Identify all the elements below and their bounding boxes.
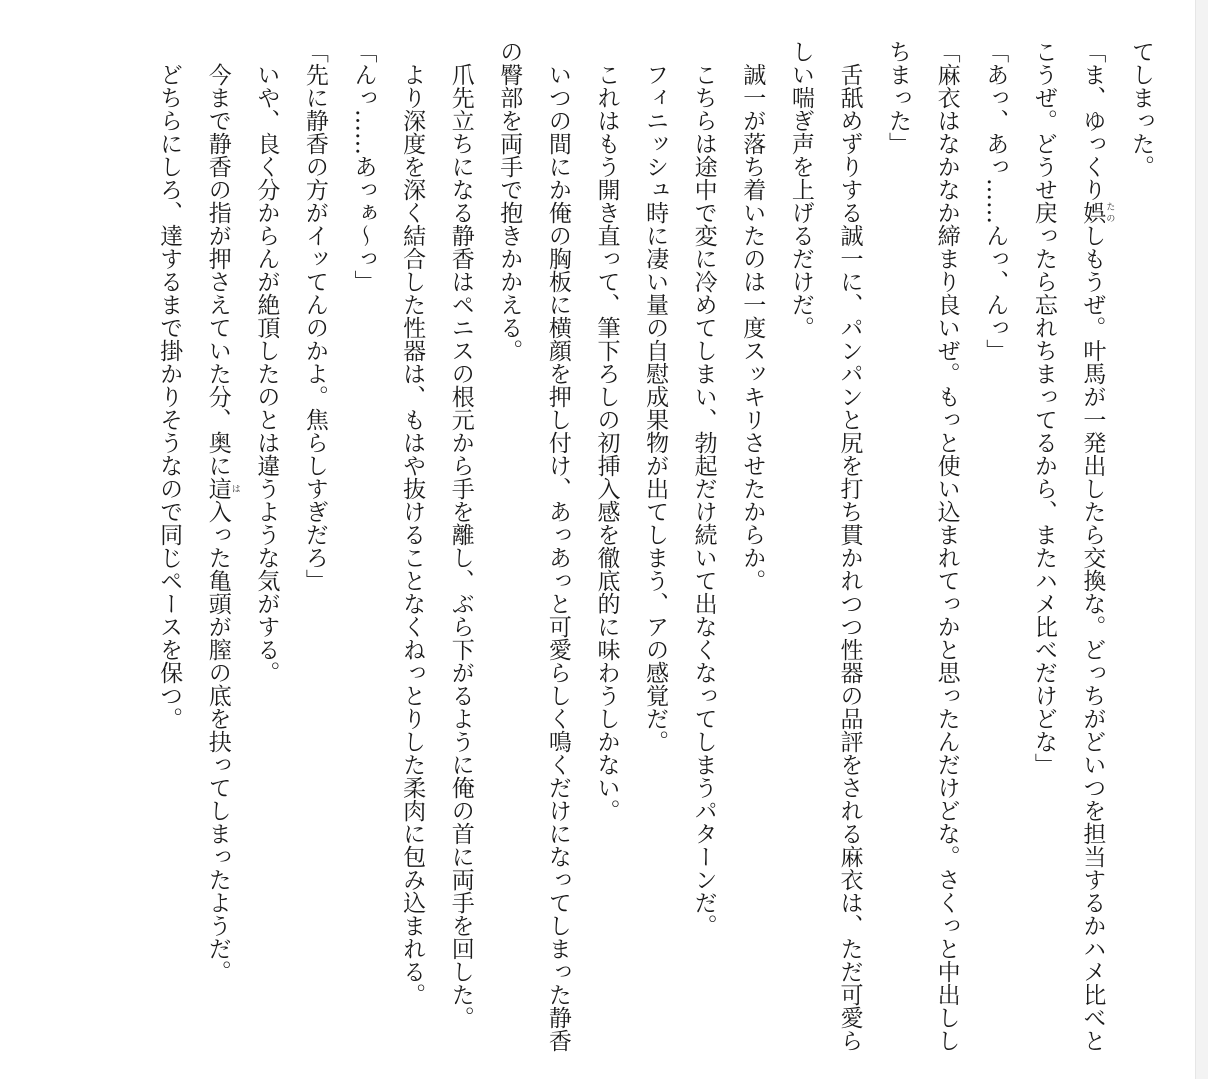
page-edge-scrollbar[interactable] xyxy=(1195,0,1208,1079)
paragraph-4: 「麻衣はなかなか締まり良いぜ。もっと使い込まれてっかと思ったんだけどな。さくっと中出ししちまった」 xyxy=(885,40,960,1052)
ruby-tano: 娯 たの xyxy=(1079,201,1115,224)
paragraph-11: 爪先立ちになる静香はペニスの根元から手を離し、ぶら下がるように俺の首に両手を回した。 xyxy=(447,63,474,1029)
paragraph-6: 誠一が落ち着いたのは一度スッキリさせたからか。 xyxy=(739,63,766,592)
paragraph-5: 舌舐めずりする誠一に、パンパンと尻を打ち貫かれつつ性器の品評をされる麻衣は、ただ可愛らしい喘ぎ声を上げるだけだ。 xyxy=(787,40,863,1052)
vertical-text-body xyxy=(45,40,1165,1060)
paragraph-8: フィニッシュ時に凄い量の自慰成果物が出てしまう、アの感覚だ。 xyxy=(642,63,669,753)
paragraph-10: いつの間にか俺の胸板に横顔を押し付け、あっあっと可愛らしく鳴くだけになってしまった静香の臀部を両手で抱きかかえる。 xyxy=(496,40,571,1052)
paragraph-15: いや、良く分からんが絶頂したのとは違うような気がする。 xyxy=(253,63,280,684)
paragraph-17: どちらにしろ、達するまで掛かりそうなので同じペースを保つ。 xyxy=(156,63,183,730)
paragraph-1: てしまった。 xyxy=(1128,40,1154,178)
paragraph-3: 「あっ、あっ……んっ、んっ」 xyxy=(982,40,1009,362)
paragraph-12: より深度を深く結合した性器は、もはや抜けることなくねっとりした柔肉に包み込まれる。 xyxy=(399,63,426,1006)
paragraph-13: 「んっ……あっぁ～っ」 xyxy=(350,40,377,293)
paragraph-16: 今まで静香の指が押さえていた分、奥に這 は入った亀頭が膣の底を抉ってしまったようだ。 xyxy=(204,63,240,983)
paragraph-14: 「先に静香の方がイッてんのかよ。焦らしすぎだろ」 xyxy=(301,40,328,592)
paragraph-2: 「ま、ゆっくり娯 たのしもうぜ。叶馬が一発出したら交換な。どっちがどいつを担当するかハメ比べとこうぜ。どうせ戻ったら忘れちまってるから、またハメ比べだけどな」 xyxy=(1030,40,1115,1052)
paragraph-9: これはもう開き直って、筆下ろしの初挿入感を徹底的に味わうしかない。 xyxy=(593,63,620,822)
paragraph-7: こちらは途中で変に冷めてしまい、勃起だけ続いて出なくなってしまうパターンだ。 xyxy=(690,63,717,937)
ruby-ha: 這 は xyxy=(204,477,240,500)
